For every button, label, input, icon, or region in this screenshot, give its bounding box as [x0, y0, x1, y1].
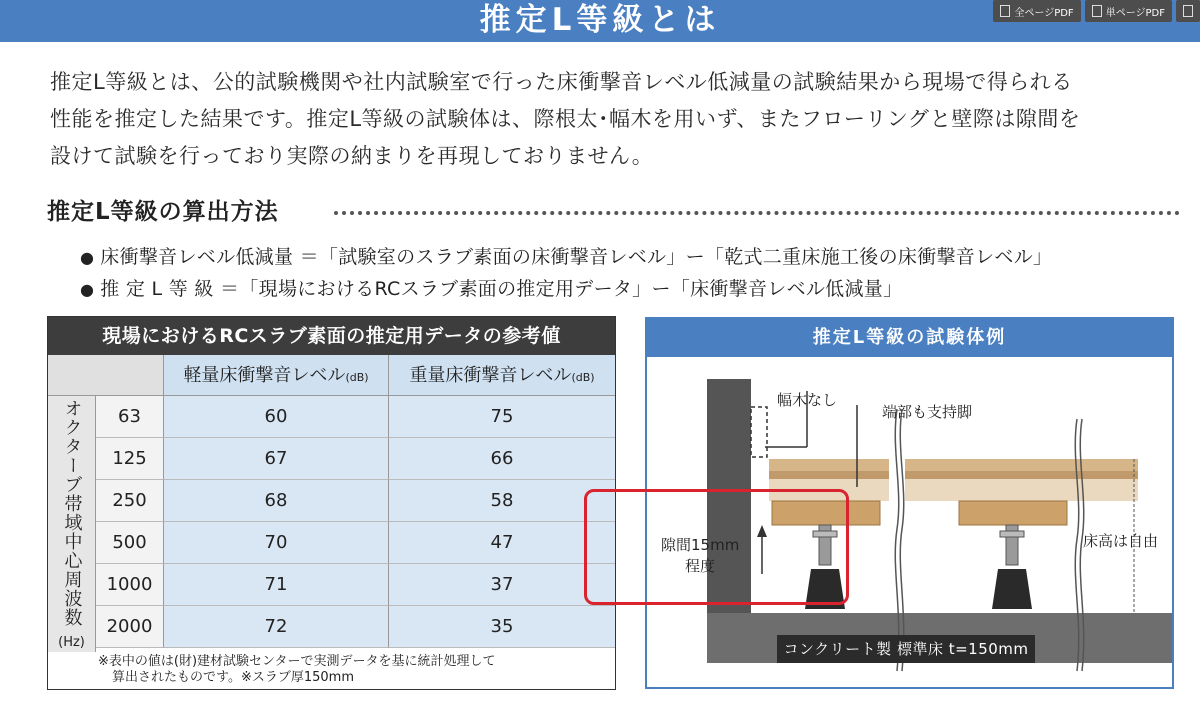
pdf-toolbar [993, 0, 1200, 22]
formula-estimated-text: 推 定 L 等 級 ＝「現場におけるRCスラブ素面の推定用データ」ー「床衝撃音レベル低減量」 [100, 278, 903, 300]
header-light-label: 軽量床衝撃音レベル [183, 365, 346, 386]
formula-reduction-text: 床衝撃音レベル低減量 ＝「試験室のスラブ素面の床衝撃音レベル」ー「乾式二重床施工後の床衝撃音レベル」 [100, 246, 1053, 268]
table-corner-cell [48, 355, 164, 396]
frequency-axis-label [48, 396, 96, 652]
light-value-cell: 70 [164, 522, 389, 564]
heavy-value-cell: 47 [389, 522, 615, 564]
flooring-top-layer [905, 459, 1138, 471]
light-value-cell: 68 [164, 480, 389, 522]
heavy-value-cell: 58 [389, 480, 615, 522]
flooring-mid-layer [905, 471, 1138, 479]
frequency-axis-text: オクターブ帯域中心周波数 [61, 398, 83, 627]
frequency-axis-unit: (Hz) [58, 634, 85, 650]
table-title: 現場におけるRCスラブ素面の推定用データの参考値 [48, 317, 615, 355]
bullet-icon: ● [80, 280, 95, 299]
label-gap: 隙間15mm [661, 536, 740, 554]
header-heavy-unit: (dB) [571, 371, 595, 384]
support-leg-rubber-foot [992, 569, 1032, 609]
heavy-value-cell: 75 [389, 396, 615, 438]
support-leg-nut [1000, 531, 1024, 537]
header-heavy-label: 重量床衝撃音レベル [409, 365, 572, 386]
support-pad-shape [959, 501, 1067, 525]
intro-paragraph [50, 64, 1180, 175]
formula-reduction [80, 242, 1052, 269]
document-icon [1183, 5, 1193, 17]
missing-baseboard-outline [751, 407, 767, 457]
flooring-mid-layer [769, 471, 889, 479]
all-pages-pdf-label: 全ページPDF [1014, 7, 1074, 19]
heavy-value-cell: 66 [389, 438, 615, 480]
heavy-value-cell: 35 [389, 606, 615, 648]
flooring-base-layer [905, 479, 1138, 501]
freq-cell: 250 [96, 480, 164, 522]
light-value-cell: 71 [164, 564, 389, 606]
intro-line-2: 性能を推定した結果です。推定L等級の試験体は、際根太･幅木を用いず、またフローリングと壁際は隙間を [50, 107, 1081, 131]
header-light-unit: (dB) [345, 371, 369, 384]
bullet-icon: ● [80, 248, 95, 267]
freq-cell: 500 [96, 522, 164, 564]
slab-caption: コンクリート製 標準床 t=150mm [777, 635, 1035, 663]
single-page-pdf-label: 単ページPDF [1105, 7, 1165, 19]
gap-highlight-box [584, 489, 849, 605]
label-no-baseboard: 幅木なし [777, 391, 838, 409]
reference-table [47, 316, 616, 690]
freq-cell: 2000 [96, 606, 164, 648]
freq-cell: 63 [96, 396, 164, 438]
dotted-divider [334, 211, 1180, 215]
formula-estimated [80, 274, 902, 301]
table-footnote-line-2: 算出されたものです。※スラブ厚150mm [112, 670, 354, 685]
more-button[interactable] [1176, 0, 1200, 22]
table-footnote-line-1: ※表中の値は(財)建材試験センターで実測データを基に統計処理して [98, 654, 496, 669]
freq-cell: 1000 [96, 564, 164, 606]
section-heading: 推定L等級の算出方法 [47, 199, 279, 225]
intro-line-3: 設けて試験を行っており実際の納まりを再現しておりません。 [50, 144, 654, 168]
freq-cell: 125 [96, 438, 164, 480]
label-floor-height: 床高は自由 [1083, 532, 1159, 550]
diagram-title: 推定L等級の試験体例 [647, 319, 1172, 357]
light-value-cell: 60 [164, 396, 389, 438]
page-icon [1092, 5, 1102, 17]
flooring-top-layer [769, 459, 889, 471]
intro-line-1: 推定L等級とは、公的試験機関や社内試験室で行った床衝撃音レベル低減量の試験結果から現場で得られる [50, 70, 1073, 94]
page-title: 推定L等級とは [479, 2, 721, 38]
label-gap-approx: 程度 [685, 557, 716, 575]
all-pages-pdf-button[interactable] [993, 0, 1080, 22]
table-footnote [98, 654, 496, 686]
header-heavy-impact [389, 355, 615, 396]
book-icon [1000, 5, 1010, 17]
single-page-pdf-button[interactable] [1085, 0, 1172, 22]
light-value-cell: 67 [164, 438, 389, 480]
light-value-cell: 72 [164, 606, 389, 648]
header-light-impact [164, 355, 389, 396]
heavy-value-cell: 37 [389, 564, 615, 606]
label-edge-support: 端部も支持脚 [882, 403, 973, 421]
